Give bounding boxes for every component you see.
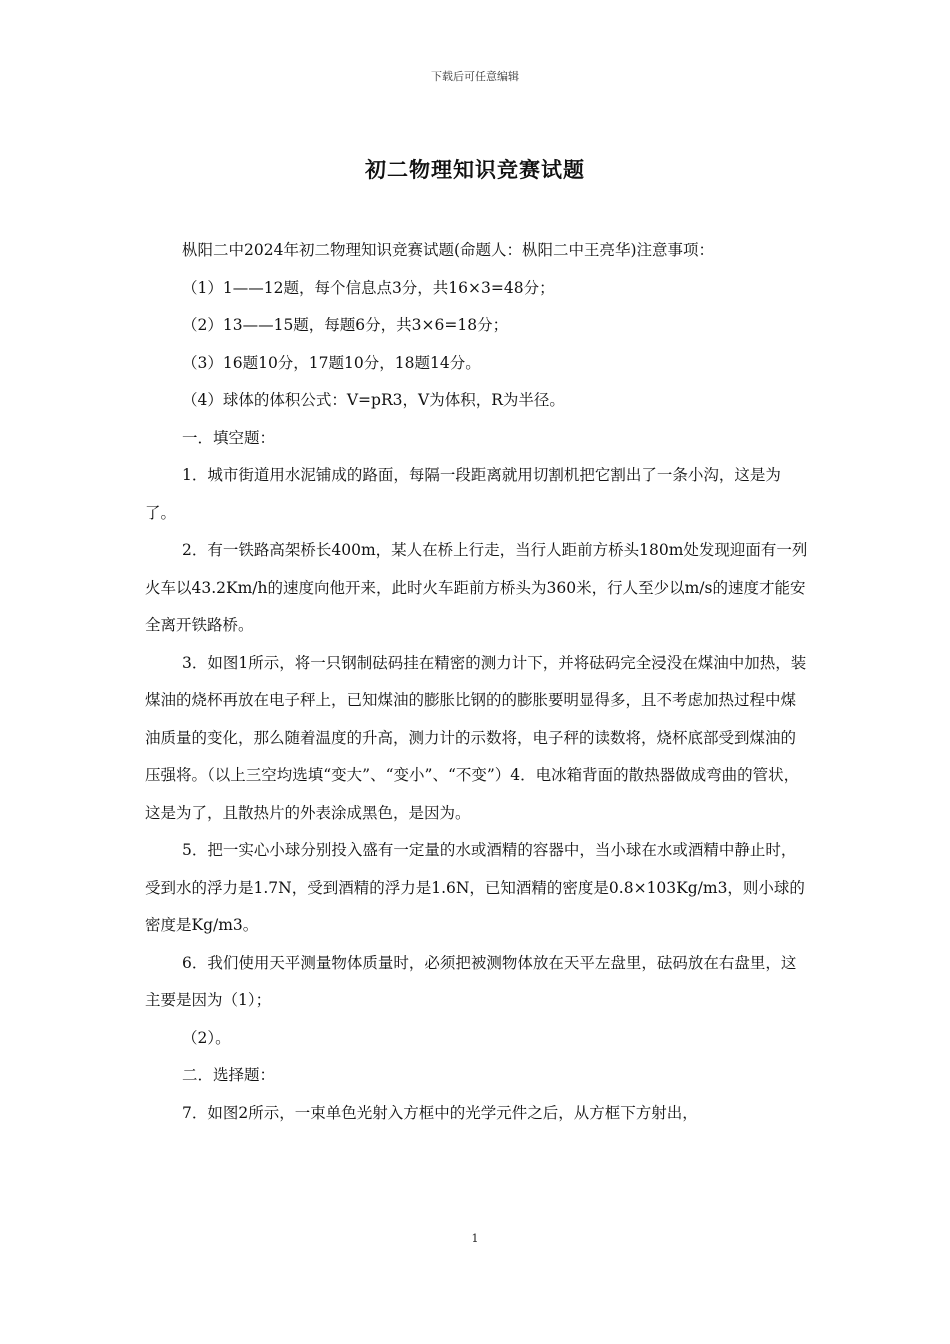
question-5: 5．把一实心小球分别投入盛有一定量的水或酒精的容器中，当小球在水或酒精中静止时，受到水的浮力是1.7N，受到酒精的浮力是1.6N，已知酒精的密度是0.8×103Kg/m3，则小球的密度是Kg/m3。 (145, 841, 805, 934)
notice-item-1: （1）1——12题，每个信息点3分，共16×3=48分； (182, 278, 555, 297)
document-title: 初二物理知识竞赛试题 (365, 157, 585, 182)
section-heading-fill-in: 一．填空题： (182, 428, 276, 447)
notice-item-4: （4）球体的体积公式：V=pR3，V为体积，R为半径。 (182, 391, 565, 409)
question-7: 7．如图2所示，一束单色光射入方框中的光学元件之后，从方框下方射出， (182, 1103, 698, 1122)
question-1: 1．城市街道用水泥铺成的路面，每隔一段距离就用切割机把它割出了一条小沟，这是为了。 (145, 466, 781, 522)
notice-item-2: （2）13——15题，每题6分，共3×6=18分； (182, 316, 509, 334)
question-2: 2．有一铁路高架桥长400m，某人在桥上行走，当行人距前方桥头180m处发现迎面有一列火车以43.2Km/h的速度向他开来，此时火车距前方桥头为360米，行人至少以m/s的速度才能安全离开铁路桥。 (145, 541, 808, 634)
document-body (145, 232, 811, 1132)
question-6: 6．我们使用天平测量物体质量时，必须把被测物体放在天平左盘里，砝码放在右盘里，这主要是因为（1）； (145, 953, 797, 1009)
section-heading-choice: 二．选择题： (182, 1066, 276, 1084)
page-number: 1 (471, 1232, 479, 1245)
notice-paragraph: 枞阳二中2024年初二物理知识竞赛试题(命题人：枞阳二中王亮华)注意事项： (182, 241, 715, 259)
question-6-part-2: （2）。 (182, 1028, 231, 1047)
page-header: 下载后可任意编辑 (431, 70, 519, 83)
notice-item-3: （3）16题10分，17题10分，18题14分。 (182, 353, 481, 372)
question-3-4: 3．如图1所示，将一只钢制砝码挂在精密的测力计下，并将砝码完全浸没在煤油中加热，装煤油的烧杯再放在电子秤上，已知煤油的膨胀比钢的的膨胀要明显得多，且不考虑加热过程中煤油质量的变化，那么随着温度的升高，测力计的示数将，电子秤的读数将，烧杯底部受到煤油的压强将。（以上三空均选填“变大”、“变小”、“不变”）4．电冰箱背面的散热器做成弯曲的管状，这是为了，且散热片的外表涂成黑色，是因为。 (145, 653, 807, 822)
